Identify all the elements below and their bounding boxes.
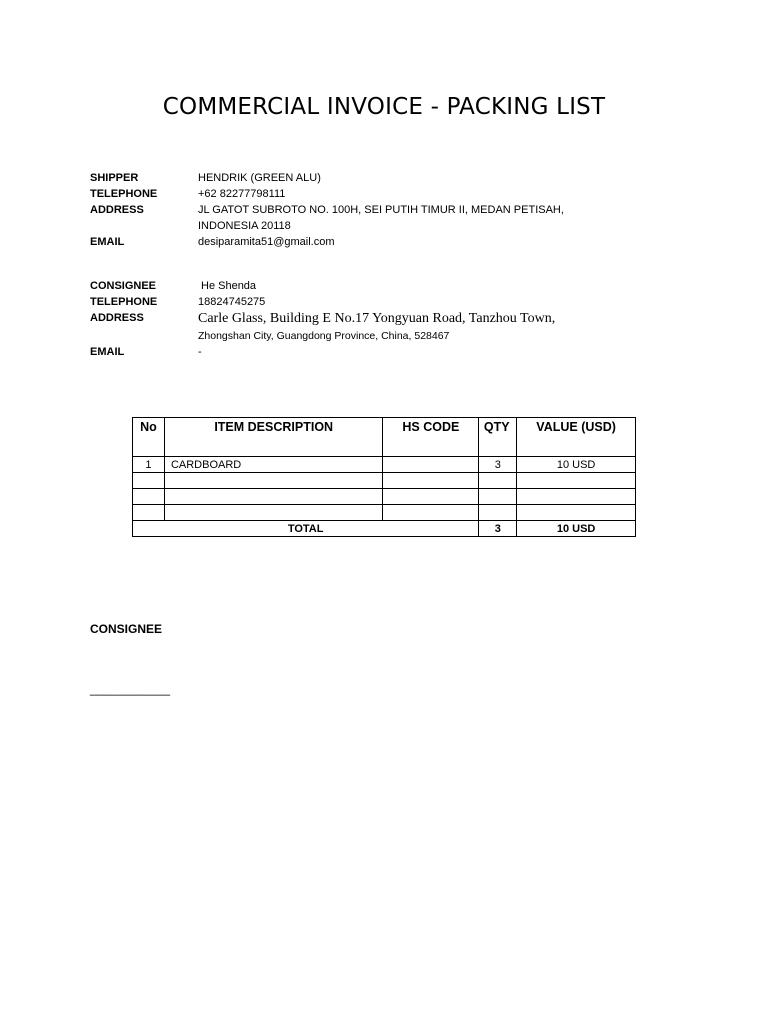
row-no: [133, 473, 165, 489]
shipper-email-value: desiparamita51@gmail.com: [198, 236, 335, 248]
signature-label: CONSIGNEE: [90, 622, 163, 636]
consignee-email-label: EMAIL: [90, 346, 125, 358]
row-description: [164, 473, 383, 489]
row-no: [133, 505, 165, 521]
consignee-email-value: -: [198, 346, 202, 358]
page-title: COMMERCIAL INVOICE - PACKING LIST: [162, 94, 606, 120]
consignee-section: [90, 278, 631, 360]
shipper-section: [90, 170, 628, 250]
header-value-usd: VALUE (USD): [517, 418, 636, 457]
row-value: 10 USD: [517, 457, 636, 473]
consignee-telephone-label: TELEPHONE: [90, 296, 158, 308]
table-row: [133, 489, 636, 505]
shipper-email-label: EMAIL: [90, 236, 125, 248]
row-value: [517, 473, 636, 489]
row-hs-code: [383, 505, 479, 521]
row-no: [133, 489, 165, 505]
consignee-label: CONSIGNEE: [90, 280, 157, 292]
row-value: [517, 489, 636, 505]
shipper-telephone-label: TELEPHONE: [90, 188, 158, 200]
header-hs-code: HS CODE: [383, 418, 479, 457]
row-no: 1: [133, 457, 165, 473]
table-row: [133, 457, 636, 473]
consignee-address-label: ADDRESS: [90, 312, 144, 324]
header-qty: QTY: [479, 418, 517, 457]
row-hs-code: [383, 489, 479, 505]
row-qty: [479, 505, 517, 521]
consignee-telephone-value: 18824745275: [198, 296, 266, 308]
header-no: No: [133, 418, 165, 457]
shipper-address-label: ADDRESS: [90, 204, 144, 216]
row-value: [517, 505, 636, 521]
row-description: [164, 505, 383, 521]
table-header-row: [133, 418, 636, 457]
shipper-address-value: JL GATOT SUBROTO NO. 100H, SEI PUTIH TIMUR II, MEDAN PETISAH, INDONESIA 20118: [198, 204, 564, 232]
row-qty: 3: [479, 457, 517, 473]
row-hs-code: [383, 457, 479, 473]
shipper-telephone-value: +62 82277798111: [198, 188, 286, 200]
consignee-address-line1: Carle Glass, Building E No.17 Yongyuan Road, Tanzhou Town,: [198, 311, 556, 326]
row-qty: [479, 489, 517, 505]
table-total-row: [133, 521, 636, 537]
row-description: CARDBOARD: [164, 457, 383, 473]
row-description: [164, 489, 383, 505]
total-qty: 3: [479, 521, 517, 537]
signature-line: ____________: [90, 682, 171, 696]
total-value: 10 USD: [517, 521, 636, 537]
row-qty: [479, 473, 517, 489]
shipper-value: HENDRIK (GREEN ALU): [198, 172, 321, 184]
table-row: [133, 505, 636, 521]
items-table: [132, 417, 636, 537]
consignee-address-line2: Zhongshan City, Guangdong Province, China, 528467: [198, 330, 450, 342]
shipper-label: SHIPPER: [90, 172, 139, 184]
row-hs-code: [383, 473, 479, 489]
header-item-description: ITEM DESCRIPTION: [164, 418, 383, 457]
total-label: TOTAL: [133, 521, 479, 537]
table-row: [133, 473, 636, 489]
consignee-value: He Shenda: [201, 280, 257, 292]
